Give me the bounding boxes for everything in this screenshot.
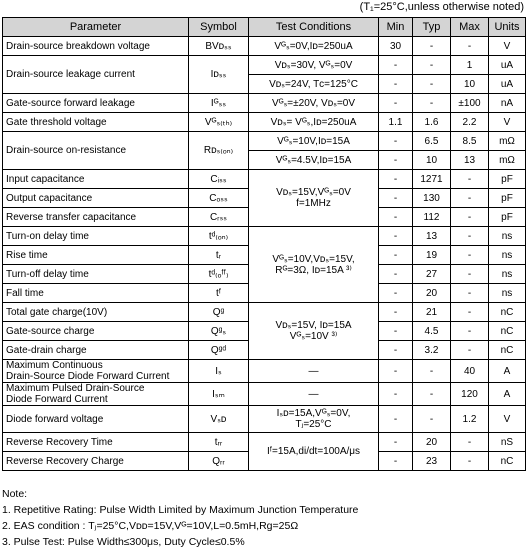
param-cell: Diode forward voltage — [3, 406, 189, 433]
param-cell: Gate-source charge — [3, 322, 189, 341]
max-cell: - — [451, 227, 489, 246]
min-cell: - — [379, 452, 413, 471]
column-header: Max — [451, 18, 489, 37]
test-cell — [249, 227, 379, 303]
table-row — [3, 37, 526, 56]
param-cell: Rise time — [3, 246, 189, 265]
unit-cell: pF — [489, 170, 526, 189]
min-cell: - — [379, 56, 413, 75]
max-cell: ±100 — [451, 94, 489, 113]
unit-cell: nC — [489, 322, 526, 341]
min-cell: - — [379, 341, 413, 360]
min-cell: - — [379, 433, 413, 452]
symbol-cell: tᵣᵣ — [189, 433, 249, 452]
test-line: Vᴳₛ=10V,Vᴅₛ=15V, — [272, 253, 355, 265]
max-cell: - — [451, 208, 489, 227]
electrical-characteristics-table — [2, 17, 526, 471]
unit-cell: nC — [489, 341, 526, 360]
min-cell: - — [379, 189, 413, 208]
typ-cell: - — [413, 56, 451, 75]
typ-cell: 10 — [413, 151, 451, 170]
unit-cell: ns — [489, 284, 526, 303]
max-cell: 120 — [451, 383, 489, 406]
min-cell: - — [379, 227, 413, 246]
param-cell: Turn-on delay time — [3, 227, 189, 246]
table-row — [3, 113, 526, 132]
test-cell: Iᶠ=15A,di/dt=100A/μs — [249, 433, 379, 471]
param-cell: Reverse Recovery Time — [3, 433, 189, 452]
symbol-cell: Iₛₘ — [189, 383, 249, 406]
unit-cell: pF — [489, 189, 526, 208]
max-cell: 1.2 — [451, 406, 489, 433]
min-cell: - — [379, 170, 413, 189]
symbol-cell: tᵣ — [189, 246, 249, 265]
max-cell: - — [451, 341, 489, 360]
unit-cell: mΩ — [489, 132, 526, 151]
table-row — [3, 433, 526, 452]
max-cell: 8.5 — [451, 132, 489, 151]
max-cell: 1 — [451, 56, 489, 75]
max-cell: - — [451, 265, 489, 284]
max-cell: - — [451, 433, 489, 452]
param-cell: Reverse Recovery Charge — [3, 452, 189, 471]
typ-cell: 20 — [413, 433, 451, 452]
unit-cell: nC — [489, 452, 526, 471]
test-cell: Vᴳₛ=10V,Iᴅ=15A — [249, 132, 379, 151]
param-line: Maximum Pulsed Drain-Source — [6, 383, 145, 394]
typ-cell: - — [413, 360, 451, 383]
max-cell: 10 — [451, 75, 489, 94]
test-cell: Vᴅₛ= Vᴳₛ,Iᴅ=250uA — [249, 113, 379, 132]
test-cell: Vᴅₛ=24V, Tᴄ=125°C — [249, 75, 379, 94]
min-cell: - — [379, 246, 413, 265]
table-row — [3, 406, 526, 433]
min-cell: - — [379, 284, 413, 303]
max-cell: - — [451, 303, 489, 322]
max-cell: - — [451, 322, 489, 341]
unit-cell: pF — [489, 208, 526, 227]
param-line: Drain-Source Diode Forward Current — [6, 371, 170, 382]
unit-cell: nS — [489, 433, 526, 452]
typ-cell: 6.5 — [413, 132, 451, 151]
min-cell: - — [379, 303, 413, 322]
max-cell: 40 — [451, 360, 489, 383]
param-cell — [3, 383, 189, 406]
table-row — [3, 360, 526, 383]
symbol-cell: Rᴅₛ₍ₒₙ₎ — [189, 132, 249, 170]
param-cell: Drain-source on-resistance — [3, 132, 189, 170]
typ-cell: - — [413, 383, 451, 406]
max-cell: - — [451, 284, 489, 303]
typ-cell: - — [413, 75, 451, 94]
table-row — [3, 132, 526, 151]
table-header-row — [3, 18, 526, 37]
test-cell — [249, 303, 379, 360]
param-cell: Gate-drain charge — [3, 341, 189, 360]
min-cell: 30 — [379, 37, 413, 56]
test-line: Vᴳₛ=10V ³⁾ — [289, 331, 338, 342]
test-cell — [249, 406, 379, 433]
param-cell: Output capacitance — [3, 189, 189, 208]
test-line: Iₛᴅ=15A,Vᴳₛ=0V, — [276, 408, 351, 419]
min-cell: - — [379, 132, 413, 151]
param-line: Maximum Continuous — [6, 360, 103, 371]
max-cell: - — [451, 452, 489, 471]
symbol-cell: Iᴅₛₛ — [189, 56, 249, 94]
test-cell: — — [249, 383, 379, 406]
note-item: 3. Pulse Test: Pulse Width≤300μs, Duty Cycle≤0.5% — [2, 536, 245, 548]
typ-cell: 19 — [413, 246, 451, 265]
symbol-cell: tᶠ — [189, 284, 249, 303]
column-header: Parameter — [3, 18, 189, 37]
column-header: Test Conditions — [249, 18, 379, 37]
test-condition-note: (T₁=25°C,unless otherwise noted) — [359, 1, 524, 13]
test-line: Tⱼ=25°C — [295, 419, 332, 430]
test-cell: — — [249, 360, 379, 383]
unit-cell: uA — [489, 75, 526, 94]
max-cell: 13 — [451, 151, 489, 170]
unit-cell: ns — [489, 227, 526, 246]
param-cell: Total gate charge(10V) — [3, 303, 189, 322]
test-cell: Vᴳₛ=0V,Iᴅ=250uA — [249, 37, 379, 56]
notes-section — [2, 486, 522, 550]
table-row — [3, 94, 526, 113]
min-cell: - — [379, 406, 413, 433]
column-header: Units — [489, 18, 526, 37]
symbol-cell: BVᴅₛₛ — [189, 37, 249, 56]
unit-cell: V — [489, 113, 526, 132]
column-header: Symbol — [189, 18, 249, 37]
symbol-cell: Qᵍₛ — [189, 322, 249, 341]
unit-cell: V — [489, 37, 526, 56]
unit-cell: uA — [489, 56, 526, 75]
symbol-cell: Cᵣₛₛ — [189, 208, 249, 227]
max-cell: - — [451, 170, 489, 189]
symbol-cell: tᵈ₍ₒₙ₎ — [189, 227, 249, 246]
test-cell — [249, 170, 379, 227]
symbol-cell: Qᵍᵈ — [189, 341, 249, 360]
table-row — [3, 303, 526, 322]
symbol-cell: Vₛᴅ — [189, 406, 249, 433]
param-cell: Gate threshold voltage — [3, 113, 189, 132]
typ-cell: 21 — [413, 303, 451, 322]
unit-cell: A — [489, 360, 526, 383]
typ-cell: 1271 — [413, 170, 451, 189]
min-cell: - — [379, 383, 413, 406]
param-cell: Turn-off delay time — [3, 265, 189, 284]
max-cell: - — [451, 246, 489, 265]
param-line: Diode Forward Current — [6, 394, 108, 405]
param-cell: Drain-source breakdown voltage — [3, 37, 189, 56]
param-cell: Reverse transfer capacitance — [3, 208, 189, 227]
typ-cell: 3.2 — [413, 341, 451, 360]
param-cell: Input capacitance — [3, 170, 189, 189]
typ-cell: 27 — [413, 265, 451, 284]
param-cell — [3, 360, 189, 383]
symbol-cell: Cᵢₛₛ — [189, 170, 249, 189]
test-cell: Vᴅₛ=30V, Vᴳₛ=0V — [249, 56, 379, 75]
notes-title: Note: — [2, 488, 28, 500]
min-cell: - — [379, 322, 413, 341]
unit-cell: ns — [489, 246, 526, 265]
typ-cell: 112 — [413, 208, 451, 227]
min-cell: - — [379, 94, 413, 113]
typ-cell: 4.5 — [413, 322, 451, 341]
param-cell: Fall time — [3, 284, 189, 303]
unit-cell: ns — [489, 265, 526, 284]
unit-cell: V — [489, 406, 526, 433]
test-cell: Vᴳₛ=±20V, Vᴅₛ=0V — [249, 94, 379, 113]
min-cell: - — [379, 360, 413, 383]
test-line: Vᴅₛ=15V,Vᴳₛ=0V — [276, 187, 351, 198]
min-cell: - — [379, 208, 413, 227]
min-cell: 1.1 — [379, 113, 413, 132]
min-cell: - — [379, 75, 413, 94]
note-item: 2. EAS condition : Tⱼ=25°C,Vᴅᴅ=15V,Vᴳ=10V,L=0.5mH,Rg=25Ω — [2, 520, 299, 532]
typ-cell: 20 — [413, 284, 451, 303]
test-line: Vᴅₛ=15V, Iᴅ=15A — [275, 320, 352, 331]
min-cell: - — [379, 151, 413, 170]
test-line: f=1MHz — [296, 198, 331, 209]
typ-cell: - — [413, 406, 451, 433]
symbol-cell: Qᵣᵣ — [189, 452, 249, 471]
test-cell: Vᴳₛ=4.5V,Iᴅ=15A — [249, 151, 379, 170]
typ-cell: - — [413, 94, 451, 113]
note-item: 1. Repetitive Rating: Pulse Width Limited by Maximum Junction Temperature — [2, 504, 359, 516]
max-cell: - — [451, 37, 489, 56]
typ-cell: 13 — [413, 227, 451, 246]
param-cell: Drain-source leakage current — [3, 56, 189, 94]
column-header: Typ — [413, 18, 451, 37]
table-row — [3, 56, 526, 75]
max-cell: 2.2 — [451, 113, 489, 132]
test-line: Rᴳ=3Ω, Iᴅ=15A ³⁾ — [275, 264, 352, 276]
symbol-cell: tᵈ₍ₒᶠᶠ₎ — [189, 265, 249, 284]
max-cell: - — [451, 189, 489, 208]
symbol-cell: Qᵍ — [189, 303, 249, 322]
typ-cell: 23 — [413, 452, 451, 471]
column-header: Min — [379, 18, 413, 37]
unit-cell: mΩ — [489, 151, 526, 170]
typ-cell: - — [413, 37, 451, 56]
symbol-cell: Iᴳₛₛ — [189, 94, 249, 113]
symbol-cell: Vᴳₛ₍ₜₕ₎ — [189, 113, 249, 132]
table-row — [3, 227, 526, 246]
unit-cell: A — [489, 383, 526, 406]
table-row — [3, 383, 526, 406]
typ-cell: 1.6 — [413, 113, 451, 132]
unit-cell: nA — [489, 94, 526, 113]
unit-cell: nC — [489, 303, 526, 322]
symbol-cell: Cₒₛₛ — [189, 189, 249, 208]
param-cell: Gate-source forward leakage — [3, 94, 189, 113]
table-row — [3, 170, 526, 189]
min-cell: - — [379, 265, 413, 284]
typ-cell: 130 — [413, 189, 451, 208]
symbol-cell: Iₛ — [189, 360, 249, 383]
